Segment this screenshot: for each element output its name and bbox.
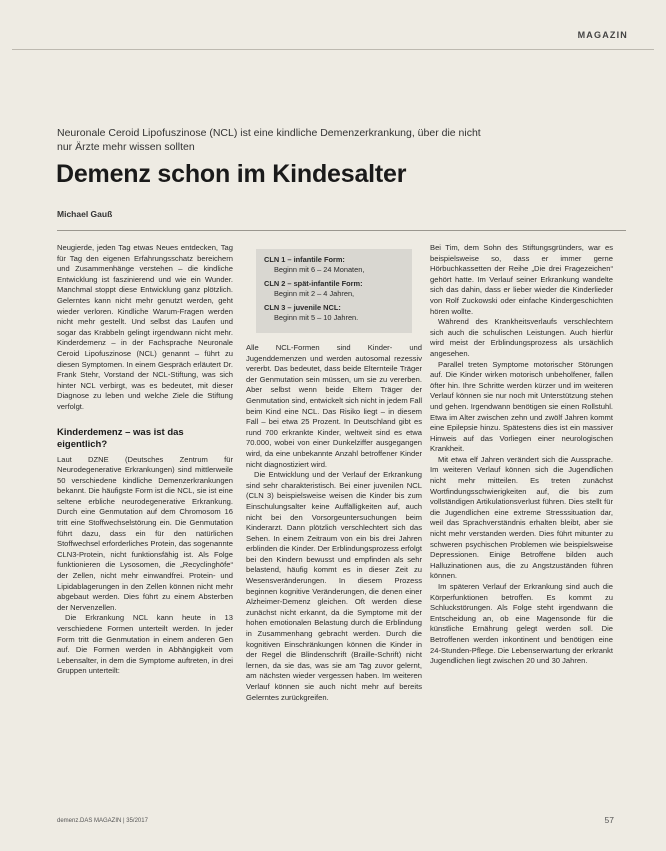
paragraph: Die Erkrankung NCL kann heute in 13 verschiedene Formen unterteilt werden. In jeder Form tritt die Genmutation in einem anderen Gen auf. Die Formen werden in Abhängigkeit vom Lebensalter, in dem die Symptome auftreten, in drei Gruppen unterteilt: [57, 613, 233, 676]
info-box-item [264, 255, 404, 275]
paragraph: Neugierde, jeden Tag etwas Neues entdecken, Tag für Tag den eigenen Erfahrungsschatz bereichern und Zusammenhänge verstehen – die kindliche Entwicklung ist faszinierend und wie ein Wunder. Manchmal stoppt diese Entwicklung ganz plötzlich. Gelerntes kann nicht mehr genutzt werden, geht wieder verloren. Kindliche Warum-Fragen werden nicht mehr gestellt. Und selbst das Laufen und sogar das Krabbeln gelingt irgendwann nicht mehr. Kinderdemenz – in der Fachsprache Neuronale Ceroid Lipofuszinose (NCL) genannt – führt zu diesen Symptomen. In einem Gespräch erläutert Dr. Frank Stehr, Vorstand der NCL-Stiftung, was sich hinter NCL verbirgt, was es bedeutet, mit dieser Diagnose zu leben und welche Ziele die Stiftung verfolgt. [57, 243, 233, 411]
info-box-item-value: Beginn mit 6 – 24 Monaten, [274, 265, 365, 274]
info-box-item-title: CLN 2 – spät-infantile Form: [264, 279, 363, 288]
article-author: Michael Gauß [57, 209, 113, 219]
info-box-item [264, 279, 404, 299]
info-box-item-title: CLN 3 – juvenile NCL: [264, 303, 341, 312]
paragraph: Während des Krankheitsverlaufs verschlechtern sich auch die schulischen Leistungen. Auch hierfür wird meist der Erblindungsprozess als ursächlich angesehen. [430, 317, 613, 358]
paragraph: Bei Tim, dem Sohn des Stiftungsgründers, war es beispielsweise so, dass er immer gerne Hörbuchkassetten der Reihe „Die drei Fragezeichen“ gehört hatte. Im Verlauf seiner Erkrankung wandelte sich das dahin, dass er lieber wieder die Kinderlieder von Rolf Zuckowski oder einfache Kindergeschichten hören wollte. [430, 243, 613, 316]
paragraph: Im späteren Verlauf der Erkrankung sind auch die Körperfunktionen betroffen. Es kommt zu Schluckstörungen. Als Folge steht irgendwann die Entscheidung an, ob eine Magensonde für die künstliche Ernährung gelegt werden soll. Die Betroffenen werden inkontinent und benötigen eine 24-Stunden-Pflege. Die Lebenserwartung der erkrankt Jugendlichen liegt zwischen 20 und 30 Jahren. [430, 582, 613, 666]
info-box-item-title: CLN 1 – infantile Form: [264, 255, 345, 264]
info-box-item-value: Beginn mit 2 – 4 Jahren, [274, 289, 355, 298]
paragraph: Parallel treten Symptome motorischer Störungen auf. Die Kinder wirken motorisch unbeholfener, fallen öfter hin. Ihre Schritte werden kürzer und im weiteren Verlauf können sie nur noch mit Unterstützung stehen und gehen. Irgendwann benötigen sie einen Rollstuhl. Etwa im Alter zwischen zehn und zwölf Jahren kommt eine Epilepsie hinzu. Spätestens dies ist ein massiver Hinweis auf das Vorliegen einer neurologischen Krankheit. [430, 359, 613, 454]
paragraph: Mit etwa elf Jahren verändert sich die Aussprache. Im weiteren Verlauf können sich die Jugendlichen nicht mehr mitteilen. Es treten zunächst Wortfindungsschwierigkeiten auf, die bis zum vollständigen Artikulationsverlust führen. Dies stellt für die Jugendlichen eine extreme Stresssituation dar, weil das Sprachverständnis erhalten bleibt, aber sie nicht mehr verstanden werden. Dies führt mitunter zu schweren psychischen Problemen wie beispielsweise Depressionen. Einige Betroffene bilden auch Halluzinationen aus, die zu Angstzuständen führen können. [430, 454, 613, 581]
section-label: MAGAZIN [577, 30, 628, 40]
header-rule [12, 49, 654, 50]
article-title: Demenz schon im Kindesalter [56, 160, 407, 188]
paragraph: Laut DZNE (Deutsches Zentrum für Neurodegenerative Erkrankungen) sind mittlerweile 50 verschiedene kindliche Demenzerkrankungen bekannt. Die häufigste Form ist die NCL, sie ist eine seltene erbliche neurodegenerative Erkrankung. Durch eine Genmutation auf dem Chromosom 16 tritt eine Stoffwechselstörung ein. Die Genmutation führt dazu, dass ein für den natürlichen Stoffwechsel erforderliches Protein, das sogenannte CLN3-Protein, nicht funktionsfähig ist. Als Folge funktionieren die Lysosomen, die „Recyclinghöfe“ der Zellen, nicht mehr einwandfrei. Protein- und Lipidablagerungen in den Zellen können nicht mehr abgebaut werden. Dies führt zu einem Absterben der Nervenzellen. [57, 454, 233, 612]
info-box-item-value: Beginn mit 5 – 10 Jahren. [274, 313, 359, 322]
article-lead: Neuronale Ceroid Lipofuszinose (NCL) ist eine kindliche Demenzerkrankung, über die nicht nur Ärzte mehr wissen sollten [57, 127, 481, 153]
page-number: 57 [604, 815, 614, 825]
info-box-item [264, 303, 404, 323]
paragraph: Alle NCL-Formen sind Kinder- und Jugenddemenzen und werden autosomal rezessiv vererbt. Das bedeutet, dass beide Elternteile Träger der Genmutation sein müssen, um sie zu vererben. Aber selbst wenn beide Eltern Träger der Genmutation sind, entwickelt sich nicht in jedem Fall beim Kind eine NCL. Das Risiko liegt – in diesem Fall – bei etwa 25 Prozent. In Deutschland gibt es rund 700 erkrankte Kinder, weltweit sind es etwa 70.000, wobei von einer Dunkelziffer ausgegangen wird, da eine unbekannte Anzahl betroffener Kinder nicht diagnostiziert wird. [246, 343, 423, 469]
footer-publication: demenz.DAS MAGAZIN | 35/2017 [57, 818, 148, 824]
column-1 [57, 243, 233, 677]
title-rule [57, 230, 626, 231]
column-2 [246, 243, 422, 703]
column-3 [430, 243, 613, 667]
paragraph: Die Entwicklung und der Verlauf der Erkrankung sind sehr charakteristisch. Bei einer juvenilen NCL (CLN 3) beispielsweise weisen die Kinder bis zum Einschulungsalter keine Auffälligkeiten auf, auch nicht bei den Vorsorgeuntersuchungen beim Kinderarzt. Dann plötzlich verschlechtert sich das Sehen. In einem Zeitraum von ein bis drei Jahren erblinden die Kinder. Der Erblindungsprozess erfolgt bei den Kindern bewusst und empfinden als sehr belastend, häufig kommt es in dieser Zeit zu Wesensveränderungen. In diesem Prozess beginnen kognitive Veränderungen, die denen einer Alzheimer-Demenz gleichen. Oft werden diese zunächst nicht erkannt, da die Symptome mit der hohen emotionalen Belastung durch die Erblindung in Zusammenhang gebracht werden. Durch die kognitiven Einschränkungen können die Kinder in der Regel die Blindenschrift (Braille-Schrift) nicht lernen, da sie das, was sie am Tag zuvor gelernt, am nächsten wieder vergessen haben. Im weiteren Verlauf können sie auch nicht mehr auf bereits Gelerntes zurückgreifen. [246, 470, 422, 702]
info-box [256, 249, 412, 333]
subheading: Kinderdemenz – was ist das eigentlich? [57, 426, 184, 450]
